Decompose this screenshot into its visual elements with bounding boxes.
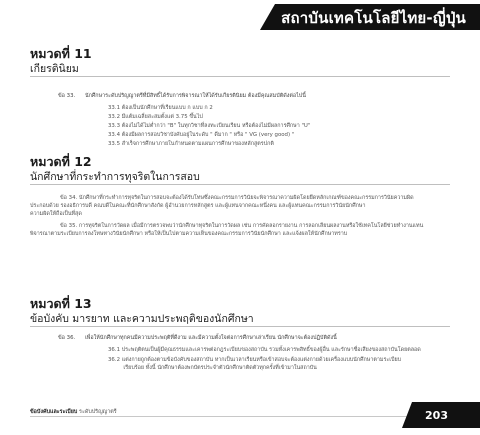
article-35-line-2: พิจารณาตามระเบียบการลงโทษทางวินัยนักศึกษา หรือให้เป็นไปตามความเห็นของคณะกรรมการวินัยนักศึกษา และแจ้งผลให้นักศึกษาทราบ bbox=[30, 231, 348, 237]
item-33-1: 33.1 ต้องเป็นนักศึกษาที่เรียนแบบ ก แบบ ก 2 bbox=[108, 105, 213, 111]
chapter-13-number: หมวดที่ 13 bbox=[30, 296, 92, 311]
chapter-12-title: นักศึกษาที่กระทำการทุจริตในการสอบ bbox=[30, 171, 200, 183]
chapter-12-divider bbox=[30, 184, 450, 185]
chapter-12-number: หมวดที่ 12 bbox=[30, 154, 92, 169]
chapter-13-divider bbox=[30, 326, 450, 327]
item-36-2: 36.2 แต่งกายถูกต้องตามข้อบังคับของสถาบัน หากเป็นเวลาเรียนหรือเข้าสอบจะต้องแต่งกายด้วยเครื่องแบบนักศึกษาตามระเบียบ bbox=[108, 357, 402, 363]
article-36-number: ข้อ 36. bbox=[58, 335, 76, 341]
article-33-number: ข้อ 33. bbox=[58, 93, 76, 99]
chapter-11-number: หมวดที่ 11 bbox=[30, 46, 92, 61]
item-33-4: 33.4 ต้องมีผลการสอบวิชาบังคับอยู่ในระดับ " ดีมาก " หรือ " VG (very good) " bbox=[108, 132, 295, 138]
article-34-line-2: ประกอบด้วย รองอธิการบดี คณบดีในคณะที่นักศึกษาสังกัด ผู้อำนวยการหลักสูตร และผู้แทนจากคณะหนึ่งคน และผู้แทนคณะกรรมการวินัยนักศึกษา bbox=[30, 203, 366, 209]
institution-name: สถาบันเทคโนโลยีไทย-ญี่ปุ่น bbox=[281, 9, 466, 27]
article-36-body: เพื่อให้นักศึกษาทุกคนมีความประพฤติที่ดีงาม และมีความตั้งใจต่อการศึกษาเล่าเรียน นักศึกษาจะต้องปฏิบัติดังนี้ bbox=[84, 335, 337, 341]
article-34-paragraph bbox=[30, 194, 450, 218]
article-35-line-1: ข้อ 35. การทุจริตในการวัดผล เมื่อมีการตรวจพบว่านักศึกษาทุจริตในการวัดผล เช่น การคัดลอกรายงาน การลอกเลียนผลงานหรือใช้เทคโนโลยีช่วยทำงานแทน bbox=[60, 223, 424, 229]
item-36-2-continued: เรียบร้อย ทั้งนี้ นักศึกษาต้องพกบัตรประจำตัวนักศึกษาติดตัวทุกครั้งที่เข้ามาในสถาบัน bbox=[108, 365, 317, 371]
article-33-text bbox=[58, 92, 306, 100]
chapter-13-title: ข้อบังคับ มารยาท และความประพฤติของนักศึกษา bbox=[30, 313, 254, 325]
article-36-text bbox=[58, 334, 337, 342]
chapter-11-title: เกียรตินิยม bbox=[30, 63, 79, 75]
article-35-paragraph bbox=[30, 222, 450, 238]
footer-divider bbox=[30, 416, 410, 417]
footer-label-sub: ระดับปริญญาตรี bbox=[79, 409, 117, 415]
footer-section-label bbox=[30, 408, 117, 416]
article-34-line-1: ข้อ 34. นักศึกษาที่กระทำการทุจริตในการสอบจะต้องได้รับโทษซึ่งคณะกรรมการวินัยจะพิจารณาความผิดโดยยึดหลักเกณฑ์ของคณะกรรมการวินัยความผิด bbox=[60, 195, 414, 201]
footer-label-bold: ข้อบังคับและระเบียบ bbox=[30, 409, 78, 415]
item-33-5: 33.5 สำเร็จการศึกษาภายในกำหนดตามแผนการศึกษาของหลักสูตรปกติ bbox=[108, 141, 274, 147]
page-number: 203 bbox=[425, 409, 448, 422]
chapter-11-divider bbox=[30, 76, 450, 77]
item-33-2: 33.2 มีแต้มเฉลี่ยสะสมตั้งแต่ 3.75 ขึ้นไป bbox=[108, 114, 203, 120]
item-36-1: 36.1 ประพฤติตนเป็นผู้มีคุณธรรมและเคารพต่อกฎระเบียบของสถาบัน รวมทั้งเคารพสิทธิ์ของผู้อื่น และรักษาชื่อเสียงของสถาบันโดยตลอด bbox=[108, 347, 421, 353]
article-34-line-3: ความผิดให้ถือเป็นที่สุด bbox=[30, 211, 82, 217]
article-33-body: นักศึกษาระดับปริญญาตรีที่มีสิทธิ์ได้รับการพิจารณาให้ได้รับเกียรตินิยม ต้องมีคุณสมบัติดังต่อไปนี้ bbox=[84, 93, 306, 99]
item-33-3: 33.3 ต้องไม่ได้ไม่ต่ำกว่า "B" ในทุกวิชาที่ลงทะเบียนเรียน หรือต้องไม่มีผลการศึกษา "U" bbox=[108, 123, 311, 129]
